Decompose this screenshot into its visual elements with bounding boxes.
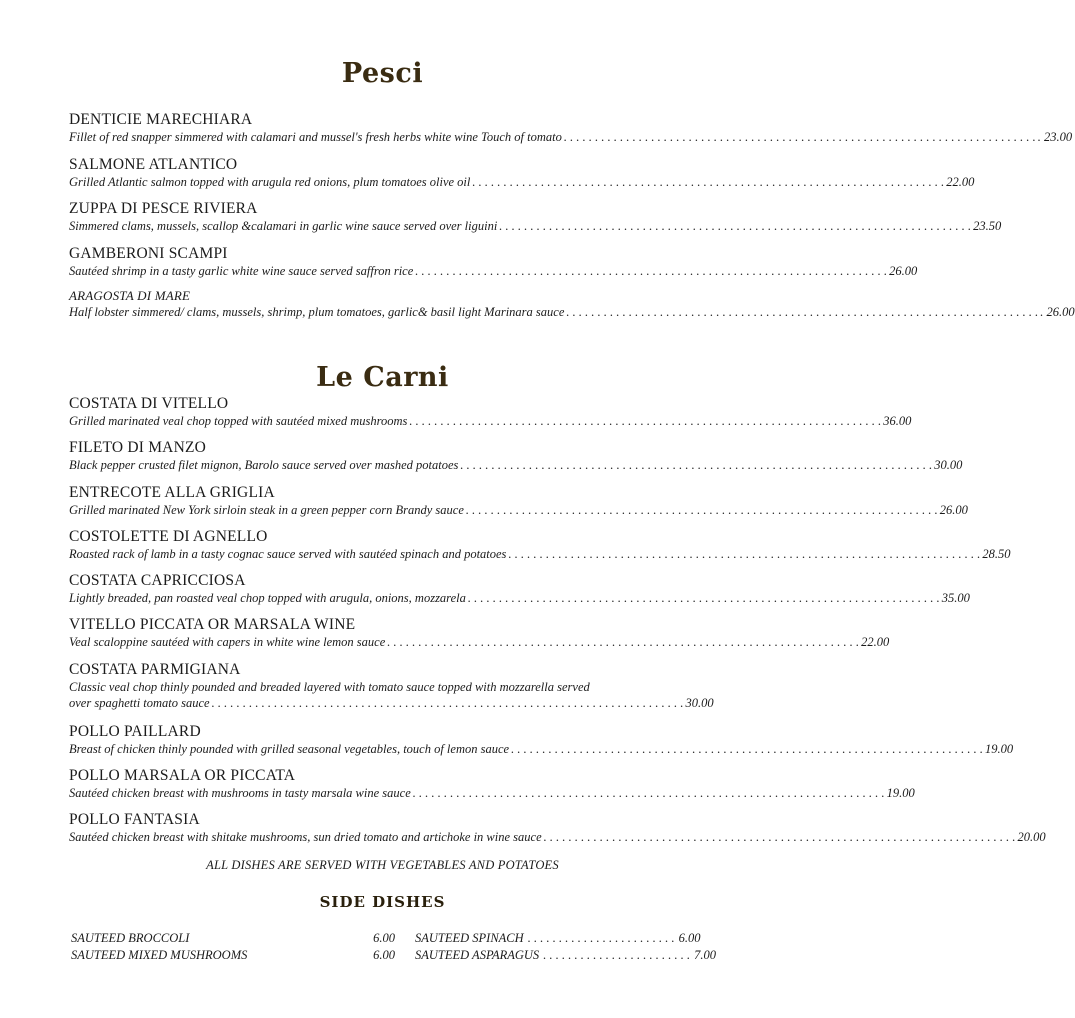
item-line xyxy=(69,263,918,279)
item-description: Grilled marinated New York sirloin steak in a green pepper corn Brandy sauce xyxy=(69,502,464,517)
item-line xyxy=(69,129,1073,145)
side-item xyxy=(415,947,716,964)
side-item xyxy=(71,930,395,947)
item-price: 20.00 xyxy=(1017,830,1046,845)
side-item-name: SAUTEED BROCCOLI xyxy=(71,931,190,945)
menu-item xyxy=(69,722,1014,766)
item-price: . 23.00 xyxy=(1037,130,1073,144)
menu-item xyxy=(69,766,915,810)
carni-section xyxy=(69,394,1046,855)
side-item-name: SAUTEED MIXED MUSHROOMS xyxy=(71,948,248,962)
item-name: GAMBERONI SCAMPI xyxy=(69,244,228,262)
item-description: over spaghetti tomato sauce xyxy=(69,695,210,710)
item-price: 28.50 xyxy=(982,546,1011,561)
item-line xyxy=(69,741,1014,757)
item-line xyxy=(69,502,968,518)
item-line xyxy=(69,634,890,650)
menu-item xyxy=(69,483,968,527)
item-name: DENTICIE MARECHIARA xyxy=(69,111,253,128)
section-title-carni: Le Carni xyxy=(316,362,449,393)
item-line xyxy=(69,829,1046,845)
menu-item xyxy=(69,244,918,289)
item-price: 35.00 xyxy=(941,591,970,606)
menu-item xyxy=(69,615,890,659)
item-description: Sautéed shrimp in a tasty garlic white wine sauce served saffron rice xyxy=(69,263,414,278)
item-price: 19.00 xyxy=(984,741,1014,756)
item-description: Fillet of red snapper simmered with calamari and mussel's fresh herbs white wine Touch of tomato xyxy=(69,130,562,144)
item-line xyxy=(69,413,912,429)
menu-item xyxy=(69,199,1002,244)
item-line xyxy=(69,304,1075,320)
menu-item xyxy=(69,660,714,722)
side-item-name: SAUTEED SPINACH xyxy=(415,931,524,945)
pesci-section xyxy=(69,110,1075,333)
item-name: COSTATA DI VITELLO xyxy=(69,395,229,412)
item-description: Sautéed chicken breast with mushrooms in tasty marsala wine sauce xyxy=(69,786,411,801)
item-name: COSTATA PARMIGIANA xyxy=(69,660,241,678)
item-price: 30.00 xyxy=(685,695,714,710)
item-description: Black pepper crusted filet mignon, Barolo sauce served over mashed potatoes xyxy=(69,458,459,473)
menu-item xyxy=(69,810,1046,854)
item-description: Simmered clams, mussels, scallop &calamari in garlic wine sauce served over liguini xyxy=(69,219,498,233)
item-name: ENTRECOTE ALLA GRIGLIA xyxy=(69,483,275,501)
item-name: ZUPPA DI PESCE RIVIERA xyxy=(69,200,258,217)
item-line xyxy=(69,218,1002,234)
side-item xyxy=(415,930,701,947)
item-description: Grilled Atlantic salmon topped with arugula red onions, plum tomatoes olive oil xyxy=(69,174,471,189)
menu-item xyxy=(69,155,975,200)
item-name: VITELLO PICCATA OR MARSALA WINE xyxy=(69,616,356,634)
item-name: SALMONE ATLANTICO xyxy=(69,155,238,173)
side-item-price: 6.00 xyxy=(678,931,701,945)
menu-item xyxy=(69,110,1073,155)
item-price: 26.00 xyxy=(939,502,968,517)
item-name: ARAGOSTA DI MARE xyxy=(69,288,191,303)
side-item-name: SAUTEED ASPARAGUS xyxy=(415,948,540,962)
item-price: . 26.00 xyxy=(1040,305,1075,319)
item-description: Roasted rack of lamb in a tasty cognac sauce served with sautéed spinach and potatoes xyxy=(69,546,507,561)
item-name: POLLO MARSALA OR PICCATA xyxy=(69,767,296,785)
item-description: Lightly breaded, pan roasted veal chop topped with arugula, onions, mozzarela xyxy=(69,591,466,606)
menu-item xyxy=(69,438,963,482)
item-description: Veal scaloppine sautéed with capers in white wine lemon sauce xyxy=(69,635,386,650)
item-price: 36.00 xyxy=(883,414,912,428)
item-line xyxy=(69,785,915,801)
item-name: COSTOLETTE DI AGNELLO xyxy=(69,527,268,545)
item-line xyxy=(69,695,714,711)
menu-item xyxy=(69,394,912,438)
item-name: POLLO PAILLARD xyxy=(69,722,201,740)
side-dishes-title: SIDE DISHES xyxy=(319,893,446,911)
item-line xyxy=(69,457,963,473)
item-description: Half lobster simmered/ clams, mussels, shrimp, plum tomatoes, garlic& basil light Marinara sauce xyxy=(69,305,565,319)
item-price: 30.00 xyxy=(934,458,963,473)
item-name: POLLO FANTASIA xyxy=(69,811,200,829)
item-line xyxy=(69,546,1011,562)
side-item-price: 6.00 xyxy=(373,931,395,945)
item-line xyxy=(69,174,975,190)
side-row xyxy=(71,930,701,947)
item-name: COSTATA CAPRICCIOSA xyxy=(69,572,246,590)
item-description-line: Classic veal chop thinly pounded and breaded layered with tomato sauce topped with mozzarella served xyxy=(69,679,590,694)
menu-item xyxy=(69,527,1011,571)
item-name: FILETO DI MANZO xyxy=(69,439,207,457)
served-with-note: ALL DISHES ARE SERVED WITH VEGETABLES AND POTATOES xyxy=(206,858,559,872)
item-line xyxy=(69,590,970,606)
item-price: 22.00 xyxy=(861,635,890,650)
side-dishes-list xyxy=(71,930,716,964)
menu-item xyxy=(69,571,970,615)
side-item xyxy=(71,947,395,964)
side-row xyxy=(71,947,716,964)
item-description: Breast of chicken thinly pounded with grilled seasonal vegetables, touch of lemon sauce xyxy=(69,741,510,756)
item-description: Grilled marinated veal chop topped with sautéed mixed mushrooms xyxy=(69,414,408,428)
item-price: 19.00 xyxy=(886,786,915,801)
menu-item xyxy=(69,288,1075,333)
item-description: Sautéed chicken breast with shitake mushrooms, sun dried tomato and artichoke in wine sauce xyxy=(69,830,542,845)
side-item-price: 6.00 xyxy=(373,948,395,962)
item-price: 23.50 xyxy=(973,219,1002,233)
side-item-price: 7.00 xyxy=(694,948,716,962)
item-price: 26.00 xyxy=(889,263,918,278)
section-title-pesci: Pesci xyxy=(341,58,424,89)
item-price: 22.00 xyxy=(946,174,975,189)
